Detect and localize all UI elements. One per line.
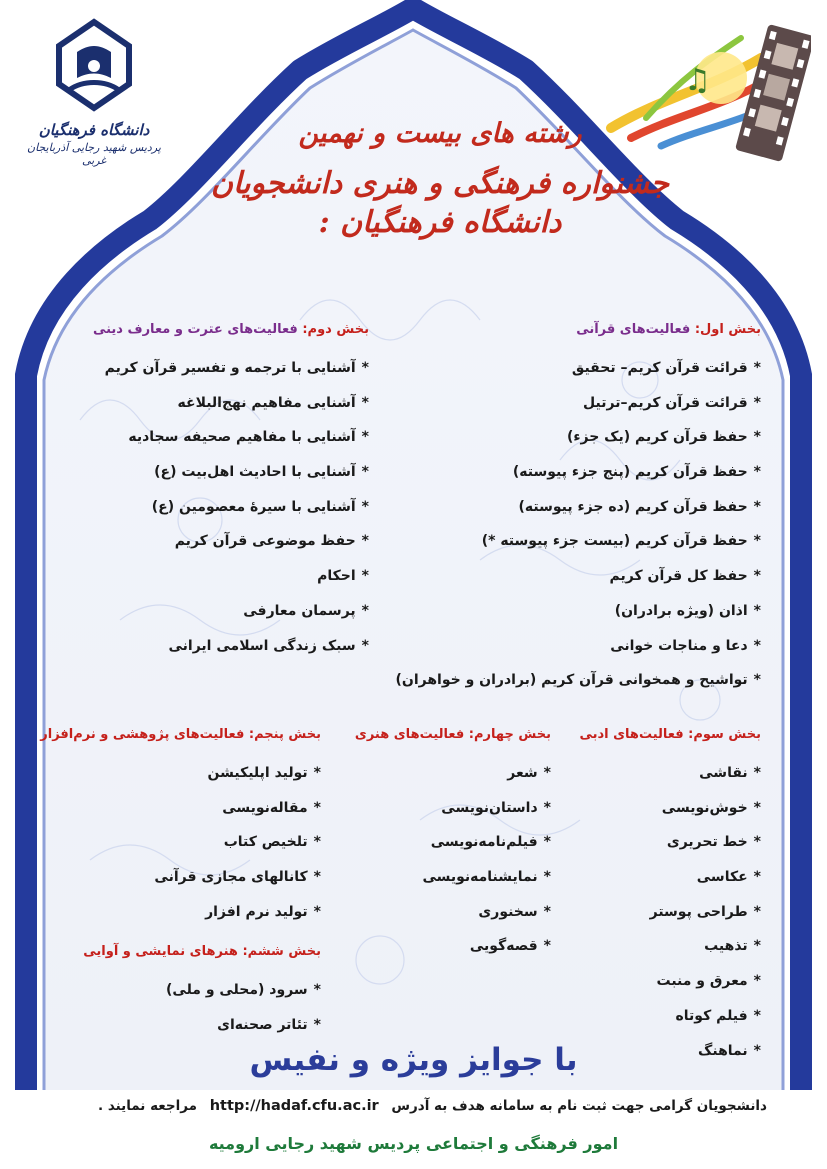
list-item: [395, 455, 761, 490]
item-label: داستان‌نویسی: [441, 799, 538, 816]
registration-text-before: دانشجویان گرامی جهت ثبت نام به سامانه هدف به آدرس: [391, 1098, 767, 1114]
list-item: [93, 420, 369, 455]
item-label: حفظ موضوعی قرآن کریم: [174, 533, 356, 550]
section-religious: [93, 322, 369, 663]
bullet-icon: *: [753, 973, 761, 990]
section-title: [355, 727, 551, 742]
list-item: [355, 791, 551, 826]
bullet-icon: *: [313, 903, 321, 920]
list-item: [355, 756, 551, 791]
bullet-icon: *: [753, 869, 761, 886]
section-prefix: بخش سوم:: [688, 727, 761, 742]
section-heading: فعالیت‌های پژوهشی و نرم‌افزار: [40, 727, 245, 742]
section-list: [355, 756, 551, 964]
item-label: قرائت قرآن کریم–ترتیل: [583, 394, 748, 411]
registration-text-after: مراجعه نمایند .: [97, 1098, 197, 1114]
section-heading: فعالیت‌های عترت و معارف دینی: [92, 322, 298, 337]
bullet-icon: *: [753, 360, 761, 376]
section-heading: فعالیت‌های قرآنی: [576, 322, 691, 337]
item-label: فیلم‌نامه‌نویسی: [430, 834, 538, 851]
bullet-icon: *: [361, 568, 369, 585]
list-item: [579, 895, 761, 930]
bullet-icon: *: [753, 672, 761, 689]
bullet-icon: *: [543, 765, 551, 781]
item-label: تواشیح و همخوانی قرآن کریم (برادران و خواهران): [395, 672, 748, 689]
bullet-icon: *: [313, 834, 321, 851]
list-item: [93, 594, 369, 629]
list-item: [93, 524, 369, 559]
svg-text:♫: ♫: [684, 63, 711, 98]
list-item: [93, 490, 369, 525]
bullet-icon: *: [753, 1007, 761, 1024]
bullet-icon: *: [361, 394, 369, 411]
section-title: [40, 727, 321, 742]
section-research: [40, 727, 321, 929]
list-item: [395, 629, 761, 664]
footer-organizer: امور فرهنگی و اجتماعی پردیس شهید رجایی ارومیه: [208, 1134, 619, 1153]
item-label: اذان (ویژه برادران): [614, 602, 748, 619]
bullet-icon: *: [753, 903, 761, 920]
item-label: کانالهای مجازی قرآنی: [154, 869, 308, 886]
list-item: [355, 895, 551, 930]
bullet-icon: *: [753, 498, 761, 515]
section-list: [40, 756, 321, 929]
item-label: دعا و مناجات خوانی: [610, 637, 748, 654]
section-performing: [83, 944, 321, 1042]
list-item: [93, 629, 369, 664]
logo-campus-name: پردیس شهید رجایی آذربایجان غربی: [27, 141, 161, 167]
item-label: تولید نرم افزار: [205, 903, 308, 920]
item-label: سخنوری: [478, 903, 538, 920]
section-heading: فعالیت‌های ادبی: [579, 727, 684, 742]
item-label: حفظ قرآن کریم (بیست جزء پیوسته *): [481, 533, 748, 550]
bullet-icon: *: [753, 834, 761, 851]
list-item: [579, 929, 761, 964]
section-title: [93, 322, 369, 337]
bullet-icon: *: [543, 869, 551, 886]
list-item: [40, 791, 321, 826]
section-literary: [579, 727, 761, 1068]
bullet-icon: *: [361, 637, 369, 654]
bullet-icon: *: [361, 429, 369, 446]
section-list: [93, 351, 369, 663]
list-item: [395, 420, 761, 455]
section-title: [395, 322, 761, 337]
bullet-icon: *: [361, 498, 369, 515]
section-list: [83, 973, 321, 1042]
item-label: آشنایی با ترجمه و تفسیر قرآن کریم: [104, 360, 356, 376]
section-prefix: بخش چهارم:: [468, 727, 551, 742]
title-line-1: رشته های بیست و نهمین: [298, 118, 582, 149]
bullet-icon: *: [313, 869, 321, 886]
bullet-icon: *: [313, 1016, 321, 1033]
bullet-icon: *: [753, 394, 761, 411]
list-item: [395, 351, 761, 386]
bullet-icon: *: [753, 429, 761, 446]
item-label: آشنایی با مفاهیم صحیفه سجادیه: [128, 429, 356, 446]
bullet-icon: *: [361, 464, 369, 481]
prizes-banner: با جوایز ویژه و نفیس: [249, 1042, 578, 1078]
item-label: سبک زندگی اسلامی ایرانی: [168, 637, 356, 654]
bullet-icon: *: [753, 938, 761, 955]
list-item: [355, 825, 551, 860]
item-label: تلخیص کتاب: [223, 834, 308, 851]
item-label: عکاسی: [696, 869, 748, 886]
section-list: [395, 351, 761, 698]
item-label: نمایشنامه‌نویسی: [422, 869, 538, 886]
item-label: آشنایی مفاهیم نهج‌البلاغه: [177, 394, 356, 411]
list-item: [579, 756, 761, 791]
list-item: [83, 973, 321, 1008]
title-line-2: جشنواره فرهنگی و هنری دانشجویان دانشگاه فرهنگیان :: [210, 166, 670, 241]
bullet-icon: *: [753, 1042, 761, 1059]
bullet-icon: *: [361, 360, 369, 376]
list-item: [579, 860, 761, 895]
item-label: آشنایی با سیرهٔ معصومین (ع): [151, 498, 356, 515]
bullet-icon: *: [543, 903, 551, 920]
list-item: [93, 351, 369, 386]
section-artistic: [355, 727, 551, 964]
section-heading: فعالیت‌های هنری: [354, 727, 465, 742]
item-label: فیلم کوتاه: [675, 1007, 748, 1024]
item-label: پرسمان معارفی: [243, 602, 356, 619]
item-label: نقاشی: [699, 765, 748, 781]
bullet-icon: *: [753, 568, 761, 585]
bullet-icon: *: [543, 799, 551, 816]
list-item: [395, 386, 761, 421]
item-label: تذهیب: [704, 938, 748, 955]
list-item: [395, 524, 761, 559]
list-item: [40, 860, 321, 895]
bullet-icon: *: [753, 602, 761, 619]
item-label: احکام: [317, 568, 356, 585]
list-item: [395, 490, 761, 525]
item-label: حفظ قرآن کریم (پنج جزء پیوسته): [512, 464, 748, 481]
list-item: [395, 594, 761, 629]
item-label: معرق و منبت: [656, 973, 748, 990]
item-label: خط تحریری: [666, 834, 748, 851]
list-item: [579, 791, 761, 826]
item-label: شعر: [507, 765, 538, 781]
item-label: خوش‌نویسی: [661, 799, 748, 816]
list-item: [93, 455, 369, 490]
bullet-icon: *: [753, 765, 761, 781]
item-label: سرود (محلی و ملی): [166, 982, 308, 998]
item-label: قرائت قرآن کریم– تحقیق: [571, 360, 748, 376]
list-item: [579, 999, 761, 1034]
bullet-icon: *: [753, 533, 761, 550]
university-logo: [14, 18, 174, 198]
logo-university-name: دانشگاه فرهنگیان: [38, 121, 150, 139]
item-label: حفظ کل قرآن کریم: [609, 568, 748, 585]
list-item: [93, 559, 369, 594]
section-title: [579, 727, 761, 742]
list-item: [579, 825, 761, 860]
list-item: [83, 1008, 321, 1043]
item-label: تئاتر صحنه‌ای: [217, 1016, 308, 1033]
section-prefix: بخش دوم:: [302, 322, 369, 337]
bullet-icon: *: [753, 799, 761, 816]
list-item: [395, 663, 761, 698]
section-prefix: بخش پنجم:: [248, 727, 321, 742]
bullet-icon: *: [361, 602, 369, 619]
bullet-icon: *: [361, 533, 369, 550]
list-item: [579, 964, 761, 999]
bullet-icon: *: [313, 799, 321, 816]
list-item: [40, 825, 321, 860]
item-label: حفظ قرآن کریم (یک جزء): [566, 429, 748, 446]
section-title: [83, 944, 321, 959]
bullet-icon: *: [753, 464, 761, 481]
section-prefix: بخش ششم:: [242, 944, 321, 959]
list-item: [355, 860, 551, 895]
registration-note: [98, 1098, 767, 1114]
bullet-icon: *: [543, 938, 551, 955]
section-heading: هنرهای نمایشی و آوایی: [83, 944, 238, 959]
list-item: [355, 929, 551, 964]
item-label: حفظ قرآن کریم (ده جزء پیوسته): [518, 498, 748, 515]
item-label: آشنایی با احادیث اهل‌بیت (ع): [154, 464, 356, 481]
item-label: تولید اپلیکیشن: [207, 765, 308, 781]
bullet-icon: *: [543, 834, 551, 851]
list-item: [395, 559, 761, 594]
item-label: قصه‌گویی: [469, 938, 538, 955]
item-label: نماهنگ: [698, 1042, 748, 1059]
section-prefix: بخش اول:: [694, 322, 761, 337]
section-list: [579, 756, 761, 1068]
bullet-icon: *: [753, 637, 761, 654]
list-item: [93, 386, 369, 421]
bullet-icon: *: [313, 982, 321, 998]
section-quranic: [395, 322, 761, 698]
logo-emblem-icon: [49, 18, 139, 113]
item-label: مقاله‌نویسی: [222, 799, 308, 816]
registration-url-link[interactable]: http://hadaf.cfu.ac.ir: [209, 1098, 379, 1114]
item-label: طراحی پوستر: [649, 903, 748, 920]
bullet-icon: *: [313, 765, 321, 781]
festival-title: [160, 118, 720, 242]
list-item: [40, 756, 321, 791]
list-item: [40, 895, 321, 930]
